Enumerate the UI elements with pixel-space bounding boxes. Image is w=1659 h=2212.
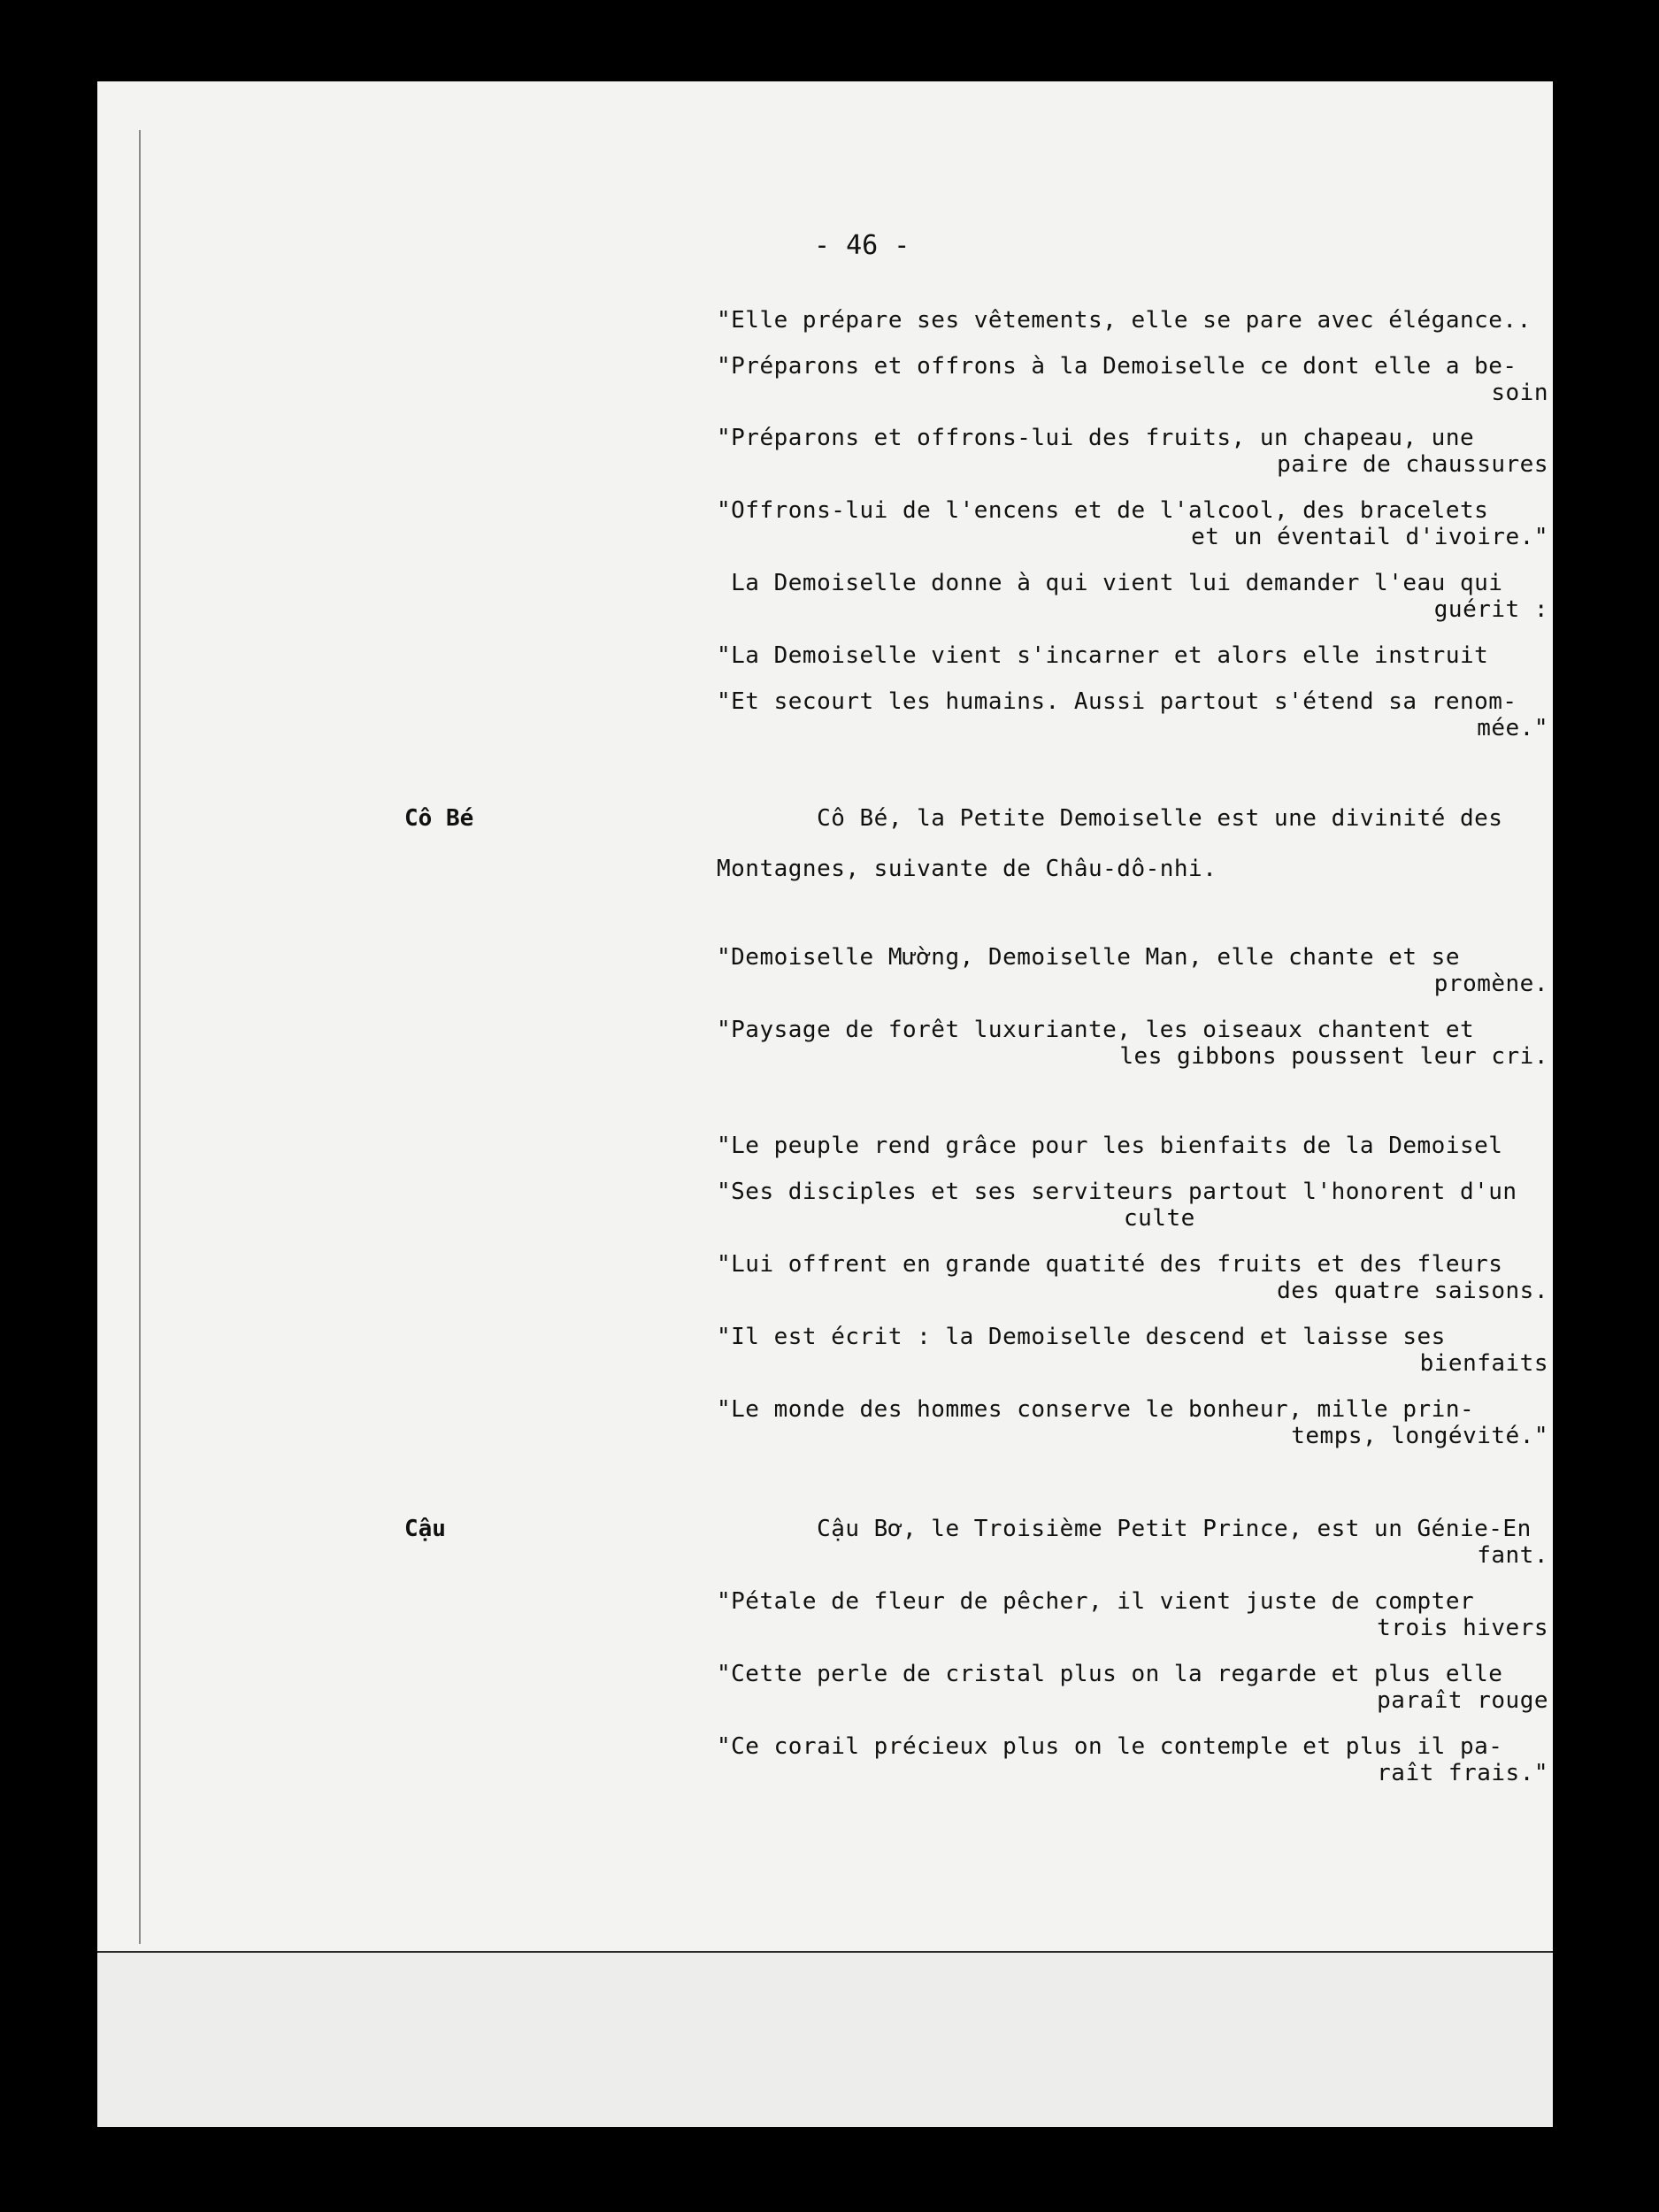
text-line: "Le peuple rend grâce pour les bienfaits de la Demoisel [717,1133,1503,1159]
text-line: "Paysage de forêt luxuriante, les oiseaux chantent et [717,1017,1475,1043]
text-line: "Le monde des hommes conserve le bonheur, mille prin- [717,1396,1475,1423]
text-line: "Ce corail précieux plus on le contemple et plus il pa- [717,1733,1503,1760]
text-line: fant. [1477,1542,1548,1569]
text-line: Cậu Bơ, le Troisième Petit Prince, est un Génie-En [717,1516,1532,1542]
text-line: culte [1124,1205,1195,1232]
text-line: "Ses disciples et ses serviteurs partout l'honorent d'un [717,1179,1517,1205]
side-label-co-be: Cô Bé [404,805,474,832]
page-number: - 46 - [814,230,910,261]
text-line: trois hivers [1377,1615,1548,1641]
side-label-cau: Cậu [404,1516,446,1542]
text-line: raît frais." [1377,1760,1548,1786]
text-line: La Demoiselle donne à qui vient lui demander l'eau qui [717,570,1503,596]
text-line: et un éventail d'ivoire." [1191,524,1548,550]
text-line: "Offrons-lui de l'encens et de l'alcool, des bracelets [717,497,1489,524]
text-line: guérit : [1433,596,1548,623]
text-line: paire de chaussures [1277,451,1548,478]
text-line: "Elle prépare ses vêtements, elle se pare avec élégance.. [717,307,1532,334]
text-line: paraît rouge [1377,1687,1548,1714]
text-line: Montagnes, suivante de Châu-dô-nhi. [717,856,1217,882]
text-line: Cô Bé, la Petite Demoiselle est une divinité des [717,805,1503,832]
text-line: bienfaits [1419,1350,1548,1377]
page-edge-line [139,130,141,1944]
document-page [97,81,1553,2127]
text-line: soin [1491,380,1548,406]
text-line: "Demoiselle Mường, Demoiselle Man, elle chante et se [717,944,1460,971]
lower-page-band [97,1953,1553,2127]
text-line: "Il est écrit : la Demoiselle descend et laisse ses [717,1324,1446,1350]
text-line: "Et secourt les humains. Aussi partout s'étend sa renom- [717,688,1517,715]
text-line: les gibbons poussent leur cri. [1119,1043,1548,1070]
text-line: "Préparons et offrons-lui des fruits, un chapeau, une [717,425,1475,451]
text-line: temps, longévité." [1291,1423,1548,1449]
text-line: "Lui offrent en grande quatité des fruits et des fleurs [717,1251,1503,1278]
text-line: "La Demoiselle vient s'incarner et alors elle instruit [717,642,1489,669]
text-line: des quatre saisons. [1277,1278,1548,1304]
text-line: promène. [1433,971,1548,997]
text-line: "Pétale de fleur de pêcher, il vient juste de compter [717,1588,1475,1615]
text-line: "Cette perle de cristal plus on la regarde et plus elle [717,1661,1503,1687]
text-line: "Préparons et offrons à la Demoiselle ce dont elle a be- [717,353,1517,380]
text-line: mée." [1477,715,1548,741]
